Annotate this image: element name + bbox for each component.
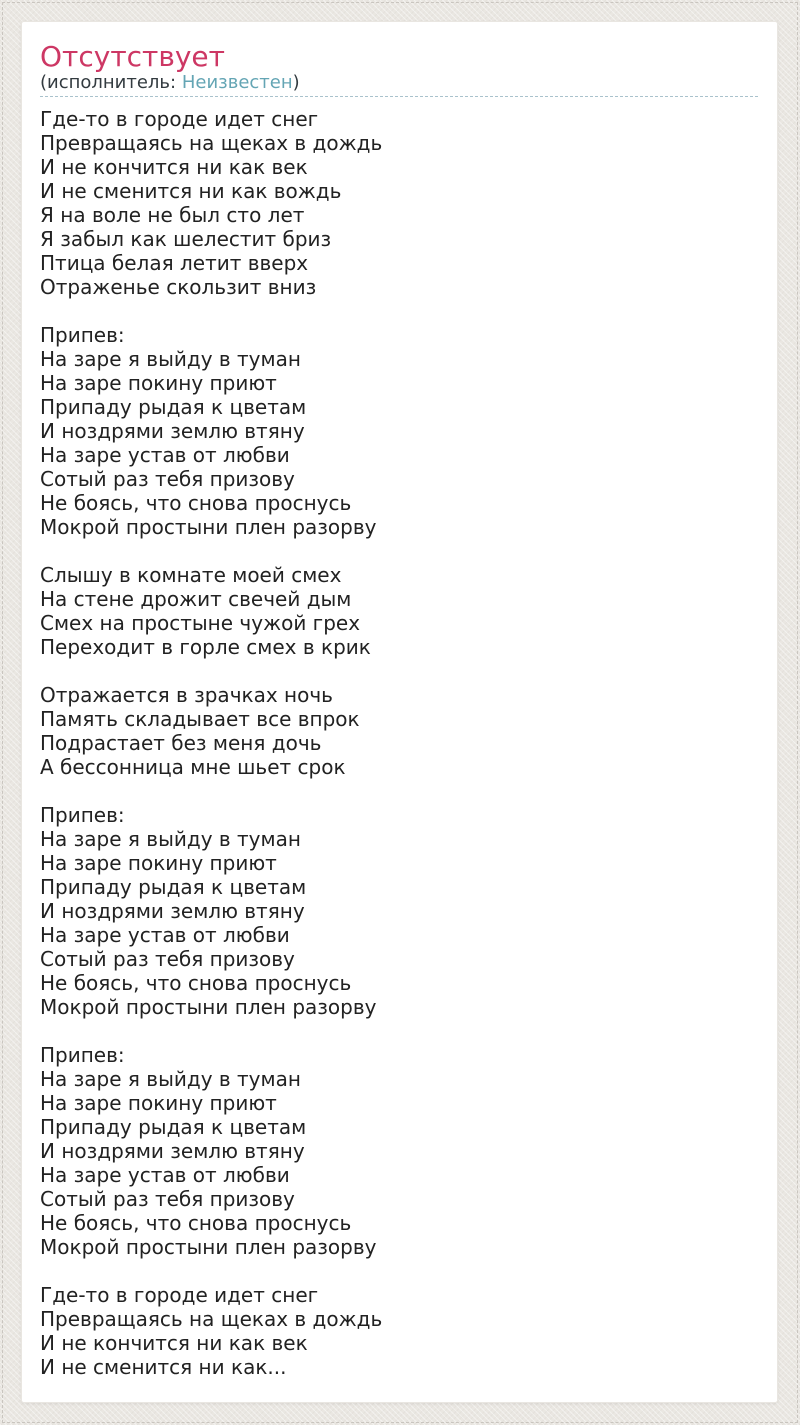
lyrics-card [21,21,778,1403]
artist-line [40,72,758,93]
artist-link[interactable]: Неизвестен [181,72,293,93]
song-header [40,41,758,97]
artist-label-suffix: ) [292,72,300,93]
artist-label-prefix: (исполнитель: [40,72,182,93]
lyrics-text: Где-то в городе идет снег Превращаясь на щеках в дождь И не кончится ни как век И не сменится ни как вождь Я на воле не был сто лет Я забыл как шелестит бриз Птица белая летит вверх Отраженье скользит вниз Припев: На заре я выйду в туман На заре покину приют Припаду рыдая к цветам И ноздрями землю втяну На заре устав от любви Сотый раз тебя призову Не боясь, что снова проснусь Мокрой простыни плен разорву Слышу в комнате моей смех На стене дрожит свечей дым Смех на простыне чужой грех Переходит в горле смех в крик Отражается в зрачках ночь Память складывает все впрок Подрастает без меня дочь А бессонница мне шьет срок Припев: На заре я выйду в туман На заре покину приют Припаду рыдая к цветам И ноздрями землю втяну На заре устав от любви Сотый раз тебя призову Не боясь, что снова проснусь Мокрой простыни плен разорву Припев: На заре я выйду в туман На заре покину приют Припаду рыдая к цветам И ноздрями землю втяну На заре устав от любви Сотый раз тебя призову Не боясь, что снова проснусь Мокрой простыни плен разорву Где-то в городе идет снег Превращаясь на щеках в дождь И не кончится ни как век И не сменится ни как... [40,107,383,1379]
song-title: Отсутствует [40,40,225,73]
